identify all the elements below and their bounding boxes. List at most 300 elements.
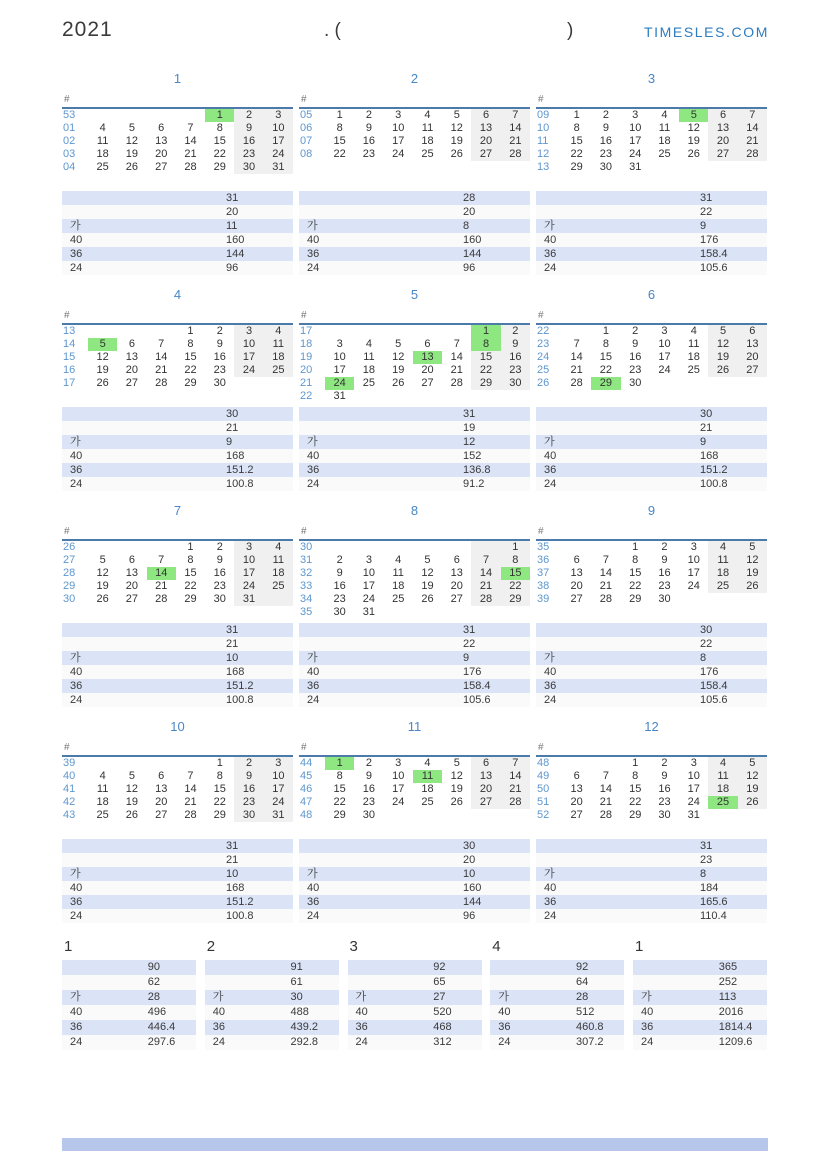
day-cell: 4 xyxy=(365,338,372,350)
empty-day-cell xyxy=(738,377,767,390)
week-row xyxy=(62,338,293,351)
day-cell: 25 xyxy=(264,364,293,377)
day-cell: 22 xyxy=(570,148,583,160)
summary-row-label: 24 xyxy=(544,262,557,274)
empty-day-cell xyxy=(471,390,500,403)
day-cell: 17 xyxy=(264,135,293,148)
summary-row xyxy=(536,839,767,853)
day-cell: 26 xyxy=(450,148,463,160)
day-cell: 4 xyxy=(424,109,431,121)
summary-row-value: 31 xyxy=(226,192,239,204)
summary-row xyxy=(62,679,293,693)
summary-row-value: 10 xyxy=(463,868,476,880)
day-cell: 10 xyxy=(362,567,376,579)
holiday-day-cell: 1 xyxy=(325,757,354,770)
day-cell: 29 xyxy=(629,593,642,605)
summary-row xyxy=(536,407,767,421)
totals-row-value: 62 xyxy=(147,976,160,988)
day-cell: 20 xyxy=(421,364,434,376)
totals-row xyxy=(62,1020,196,1035)
summary-row-value: 20 xyxy=(463,854,476,866)
summary-row-label xyxy=(299,624,307,636)
day-cell: 6 xyxy=(573,554,580,566)
week-row xyxy=(299,770,530,783)
empty-day-cell xyxy=(708,377,737,390)
day-cell: 30 xyxy=(234,161,263,174)
day-cell: 30 xyxy=(362,809,376,821)
totals-row xyxy=(62,1035,196,1050)
day-cell: 4 xyxy=(395,554,402,566)
day-cell: 9 xyxy=(234,770,263,783)
totals-row-label xyxy=(490,961,498,973)
day-cell: 6 xyxy=(738,325,767,338)
week-number-cell: 49 xyxy=(537,770,550,782)
empty-day-cell xyxy=(147,109,176,122)
day-cell: 26 xyxy=(125,809,139,821)
week-row xyxy=(536,148,767,161)
week-number-column-header: # xyxy=(538,94,544,105)
summary-row-value: 176 xyxy=(700,234,719,246)
day-cell: 6 xyxy=(471,109,500,122)
day-cell: 19 xyxy=(450,783,463,795)
summary-row xyxy=(536,463,767,477)
month-title: 11 xyxy=(407,719,422,734)
summary-row xyxy=(299,205,530,219)
day-cell: 31 xyxy=(333,390,346,402)
day-cell: 29 xyxy=(501,593,530,606)
day-cell: 30 xyxy=(629,377,642,389)
totals-section xyxy=(62,938,767,1050)
week-row xyxy=(62,783,293,796)
summary-row-value: 31 xyxy=(226,624,239,636)
empty-day-cell xyxy=(591,541,620,554)
footer-bar xyxy=(62,1138,768,1151)
day-cell: 4 xyxy=(690,325,697,337)
week-row xyxy=(536,796,767,809)
summary-row-value: 136.8 xyxy=(463,464,491,476)
totals-row xyxy=(348,975,482,990)
totals-row-value: 468 xyxy=(433,1021,452,1033)
summary-row xyxy=(536,651,767,665)
summary-row xyxy=(62,205,293,219)
day-cell: 26 xyxy=(392,377,405,389)
totals-row-value: 64 xyxy=(576,976,589,988)
day-cell: 28 xyxy=(155,377,168,389)
week-row xyxy=(62,377,293,390)
day-cell: 9 xyxy=(336,567,343,579)
day-cell: 9 xyxy=(365,122,372,134)
empty-day-cell xyxy=(471,606,500,619)
summary-row-label xyxy=(536,192,544,204)
week-row xyxy=(62,567,293,580)
day-cell: 18 xyxy=(264,351,293,364)
totals-column xyxy=(205,938,339,1050)
summary-row xyxy=(299,853,530,867)
day-cell: 6 xyxy=(573,770,580,782)
summary-row-value: 105.6 xyxy=(463,694,491,706)
week-row xyxy=(536,161,767,174)
day-cell: 23 xyxy=(362,796,376,808)
day-cell: 7 xyxy=(501,757,530,770)
timesles-logo-link[interactable]: TIMESLES.COM xyxy=(644,24,769,40)
day-cell: 27 xyxy=(155,161,168,173)
totals-row-label: 24 xyxy=(70,1036,83,1048)
empty-day-cell xyxy=(264,377,293,390)
summary-row xyxy=(62,623,293,637)
day-cell: 1 xyxy=(632,757,639,769)
day-cell: 1 xyxy=(632,541,639,553)
day-cell: 4 xyxy=(708,541,737,554)
day-cell: 13 xyxy=(155,783,168,795)
month-title: 6 xyxy=(647,287,656,302)
day-cell: 5 xyxy=(453,109,460,121)
day-cell: 24 xyxy=(234,364,263,377)
day-cell: 25 xyxy=(708,580,737,593)
summary-row-label: 24 xyxy=(307,262,320,274)
week-number-column-header: # xyxy=(301,742,307,753)
summary-row-value: 8 xyxy=(700,868,707,880)
day-cell: 11 xyxy=(264,554,293,567)
day-cell: 23 xyxy=(234,796,263,809)
day-cell: 14 xyxy=(738,122,767,135)
month-block xyxy=(62,286,293,502)
empty-day-cell xyxy=(679,377,708,390)
day-cell: 2 xyxy=(365,109,372,121)
empty-day-cell xyxy=(413,390,442,403)
day-cell: 10 xyxy=(234,338,263,351)
day-cell: 19 xyxy=(738,783,767,796)
summary-row xyxy=(299,435,530,449)
day-cell: 11 xyxy=(708,554,737,567)
day-cell: 12 xyxy=(708,338,737,351)
empty-day-cell xyxy=(88,757,117,770)
weekday-header-row xyxy=(62,740,293,757)
summary-row-label xyxy=(62,192,70,204)
day-cell: 20 xyxy=(155,148,168,160)
day-cell: 31 xyxy=(362,606,376,618)
totals-row-label: 36 xyxy=(641,1021,654,1033)
day-cell: 23 xyxy=(234,148,263,161)
day-cell: 1 xyxy=(187,541,194,553)
summary-row xyxy=(62,477,293,491)
empty-day-cell xyxy=(442,541,471,554)
summary-row-label xyxy=(299,840,307,852)
day-cell: 5 xyxy=(99,554,106,566)
day-cell: 16 xyxy=(501,351,530,364)
day-cell: 14 xyxy=(599,567,613,579)
summary-row xyxy=(62,233,293,247)
totals-row xyxy=(62,960,196,975)
week-row xyxy=(299,338,530,351)
totals-row xyxy=(348,1020,482,1035)
empty-day-cell xyxy=(650,161,679,174)
summary-row-value: 31 xyxy=(700,192,713,204)
day-cell: 28 xyxy=(471,593,500,606)
week-number-cell: 21 xyxy=(300,377,313,389)
weekday-header-row xyxy=(299,92,530,109)
week-number-cell: 22 xyxy=(537,325,550,337)
totals-row xyxy=(205,960,339,975)
week-number-cell: 17 xyxy=(63,377,76,389)
holiday-day-cell: 5 xyxy=(679,109,708,122)
day-cell: 13 xyxy=(570,783,583,795)
week-number-column-header: # xyxy=(538,310,544,321)
totals-column xyxy=(490,938,624,1050)
day-cell: 21 xyxy=(738,135,767,148)
day-cell: 5 xyxy=(424,554,431,566)
week-number-cell: 03 xyxy=(63,148,76,160)
summary-row xyxy=(299,881,530,895)
day-cell: 22 xyxy=(213,796,226,808)
summary-row xyxy=(62,219,293,233)
day-cell: 3 xyxy=(395,109,402,121)
week-number-cell: 28 xyxy=(63,567,76,579)
totals-row-label xyxy=(348,961,356,973)
totals-row-label xyxy=(205,976,213,988)
week-number-column-header: # xyxy=(64,310,70,321)
summary-row-value: 10 xyxy=(226,868,239,880)
week-number-cell: 34 xyxy=(300,593,313,605)
summary-row-label: 24 xyxy=(70,478,83,490)
day-cell: 4 xyxy=(424,757,431,769)
day-cell: 17 xyxy=(392,135,405,147)
day-cell: 21 xyxy=(471,580,500,593)
week-number-cell: 32 xyxy=(300,567,313,579)
day-cell: 16 xyxy=(658,783,671,795)
totals-row xyxy=(348,960,482,975)
summary-row xyxy=(299,693,530,707)
week-row xyxy=(299,796,530,809)
empty-day-cell xyxy=(384,325,413,338)
day-cell: 27 xyxy=(421,377,434,389)
summary-row xyxy=(536,219,767,233)
empty-day-cell xyxy=(413,325,442,338)
day-cell: 16 xyxy=(234,783,263,796)
summary-row-label: 40 xyxy=(544,234,557,246)
summary-row-value: 158.4 xyxy=(700,680,728,692)
summary-row-value: 168 xyxy=(226,450,245,462)
summary-row-label: 24 xyxy=(70,910,83,922)
day-cell: 25 xyxy=(362,377,376,389)
totals-row-value: 446.4 xyxy=(147,1021,176,1033)
month-title: 5 xyxy=(410,287,419,302)
week-number-cell: 46 xyxy=(300,783,313,795)
day-cell: 18 xyxy=(708,783,737,796)
day-cell: 12 xyxy=(421,567,434,579)
summary-row xyxy=(536,449,767,463)
totals-row-label: 36 xyxy=(70,1021,83,1033)
holiday-day-cell: 14 xyxy=(147,567,176,580)
week-row xyxy=(299,390,530,403)
day-cell: 16 xyxy=(213,351,226,363)
totals-row-label: 36 xyxy=(498,1021,511,1033)
day-cell: 13 xyxy=(125,351,139,363)
week-row xyxy=(62,148,293,161)
totals-row-value: 297.6 xyxy=(147,1036,176,1048)
empty-day-cell xyxy=(88,325,117,338)
month-summary-table xyxy=(536,839,767,923)
day-cell: 15 xyxy=(333,783,346,795)
empty-day-cell xyxy=(325,325,354,338)
day-cell: 9 xyxy=(234,122,263,135)
summary-row-label: 36 xyxy=(307,464,320,476)
day-cell: 20 xyxy=(125,364,139,376)
summary-row-label: 36 xyxy=(544,248,557,260)
summary-row-label: 가 xyxy=(307,220,318,232)
day-cell: 10 xyxy=(658,338,671,350)
day-cell: 7 xyxy=(158,338,165,350)
day-cell: 16 xyxy=(599,135,613,147)
day-cell: 12 xyxy=(96,567,109,579)
month-summary-table xyxy=(536,407,767,491)
day-cell: 24 xyxy=(362,593,376,605)
summary-row-label: 36 xyxy=(544,464,557,476)
day-cell: 23 xyxy=(333,593,346,605)
summary-row xyxy=(62,191,293,205)
month-title: 10 xyxy=(170,719,185,734)
day-cell: 13 xyxy=(155,135,168,147)
day-cell: 24 xyxy=(687,580,700,592)
day-cell: 13 xyxy=(570,567,583,579)
summary-row-label: 40 xyxy=(307,666,320,678)
day-cell: 1 xyxy=(573,109,580,121)
day-cell: 27 xyxy=(570,809,583,821)
day-cell: 19 xyxy=(708,351,737,364)
day-cell: 10 xyxy=(264,122,293,135)
day-cell: 23 xyxy=(213,580,226,592)
totals-row xyxy=(490,1020,624,1035)
summary-row-value: 105.6 xyxy=(700,694,728,706)
week-row xyxy=(62,122,293,135)
summary-row xyxy=(62,867,293,881)
summary-row-value: 22 xyxy=(463,638,476,650)
summary-row xyxy=(299,895,530,909)
empty-day-cell xyxy=(591,757,620,770)
summary-row-value: 105.6 xyxy=(700,262,728,274)
week-number-cell: 11 xyxy=(537,135,549,147)
day-cell: 9 xyxy=(602,122,609,134)
empty-day-cell xyxy=(442,809,471,822)
week-number-cell: 20 xyxy=(300,364,313,376)
week-number-cell: 09 xyxy=(537,109,550,121)
summary-row-value: 31 xyxy=(463,408,476,420)
week-row xyxy=(536,567,767,580)
summary-row-value: 144 xyxy=(463,896,482,908)
day-cell: 8 xyxy=(632,554,639,566)
empty-day-cell xyxy=(471,809,500,822)
month-summary-table xyxy=(299,191,530,275)
day-cell: 7 xyxy=(738,109,767,122)
holiday-day-cell: 29 xyxy=(591,377,620,390)
totals-row xyxy=(348,1035,482,1050)
summary-row-value: 21 xyxy=(226,422,239,434)
day-cell: 21 xyxy=(184,148,197,160)
totals-row xyxy=(205,1035,339,1050)
totals-row-label xyxy=(62,976,70,988)
months-grid xyxy=(62,70,767,934)
weekday-header-row xyxy=(299,740,530,757)
summary-row-label xyxy=(62,854,70,866)
totals-column xyxy=(348,938,482,1050)
totals-row xyxy=(633,990,767,1005)
day-cell: 19 xyxy=(96,364,109,376)
summary-row xyxy=(62,421,293,435)
totals-row-label: 40 xyxy=(498,1006,511,1018)
day-cell: 24 xyxy=(392,796,405,808)
day-cell: 11 xyxy=(363,351,375,363)
week-number-cell: 14 xyxy=(63,338,76,350)
day-cell: 21 xyxy=(570,364,583,376)
summary-row xyxy=(62,651,293,665)
month-title: 7 xyxy=(173,503,182,518)
day-cell: 21 xyxy=(501,135,530,148)
day-cell: 20 xyxy=(450,580,463,592)
day-cell: 14 xyxy=(570,351,583,363)
day-cell: 6 xyxy=(158,122,165,134)
week-number-cell: 08 xyxy=(300,148,313,160)
empty-day-cell xyxy=(679,593,708,606)
week-row xyxy=(62,364,293,377)
totals-row-value: 496 xyxy=(147,1006,167,1018)
week-number-cell: 39 xyxy=(63,757,76,769)
day-cell: 3 xyxy=(690,757,697,769)
totals-row-value: 292.8 xyxy=(290,1036,319,1048)
summary-row-label: 24 xyxy=(544,478,557,490)
summary-row xyxy=(62,463,293,477)
week-row xyxy=(299,148,530,161)
summary-row-label: 24 xyxy=(307,478,320,490)
summary-row-value: 176 xyxy=(700,666,719,678)
totals-row-label: 가 xyxy=(641,991,652,1003)
totals-row-label xyxy=(633,976,641,988)
day-cell: 3 xyxy=(632,109,639,121)
weekday-header-row xyxy=(62,92,293,109)
summary-row-value: 144 xyxy=(226,248,245,260)
totals-column-title: 1 xyxy=(635,938,644,955)
summary-row-label xyxy=(62,638,70,650)
week-row xyxy=(536,109,767,122)
day-cell: 14 xyxy=(450,351,463,363)
day-cell: 17 xyxy=(687,783,700,795)
day-cell: 17 xyxy=(362,580,376,592)
summary-row xyxy=(536,867,767,881)
day-cell: 2 xyxy=(216,541,223,553)
summary-row-label: 40 xyxy=(544,882,557,894)
week-row xyxy=(299,541,530,554)
day-cell: 26 xyxy=(421,593,434,605)
summary-row-value: 168 xyxy=(226,882,245,894)
week-number-column-header: # xyxy=(301,526,307,537)
day-cell: 13 xyxy=(708,122,737,135)
totals-row-label xyxy=(633,961,641,973)
summary-row-label: 가 xyxy=(544,436,555,448)
empty-day-cell xyxy=(384,541,413,554)
day-cell: 15 xyxy=(184,567,197,579)
week-row xyxy=(299,554,530,567)
day-cell: 25 xyxy=(658,148,671,160)
day-cell: 21 xyxy=(599,796,613,808)
day-cell: 24 xyxy=(392,148,405,160)
summary-row-value: 176 xyxy=(463,666,482,678)
summary-row-value: 100.8 xyxy=(226,478,254,490)
summary-row-label xyxy=(536,840,544,852)
empty-day-cell xyxy=(708,809,737,822)
holiday-day-cell: 8 xyxy=(471,338,500,351)
day-cell: 21 xyxy=(501,783,530,796)
totals-row-label: 24 xyxy=(355,1036,368,1048)
day-cell: 22 xyxy=(629,796,642,808)
day-cell: 26 xyxy=(708,364,737,377)
